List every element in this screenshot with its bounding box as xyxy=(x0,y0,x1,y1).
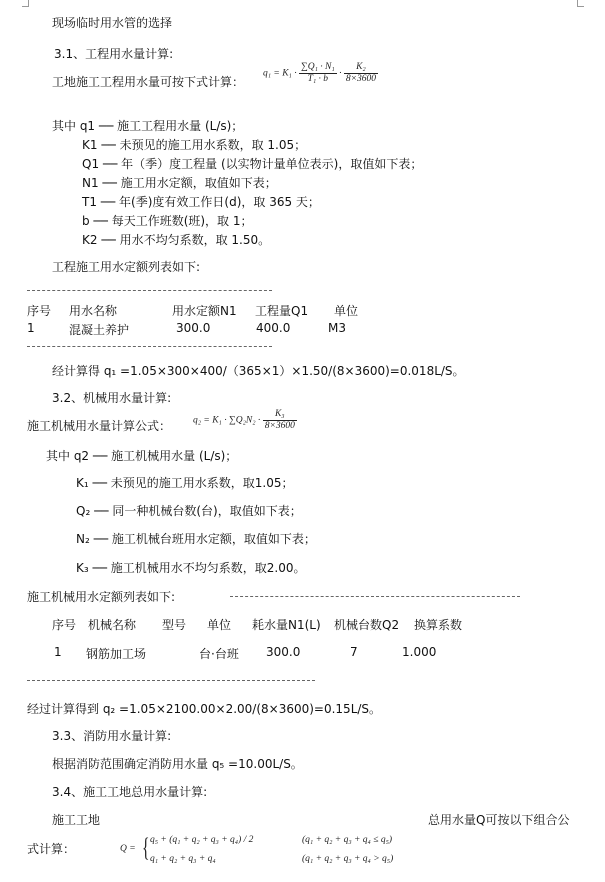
table1-top-rule xyxy=(27,290,272,291)
table2-header-factor: 换算系数 xyxy=(414,618,463,632)
table2-row1-unit: 台·台班 xyxy=(199,647,239,661)
table2-header-consumption: 耗水量N1(L) xyxy=(252,618,321,632)
where-k2: K2 ── 用水不均匀系数，取 1.50。 xyxy=(82,233,271,247)
section-3-2-intro: 施工机械用水量计算公式： xyxy=(27,419,172,433)
formula-q2-num: K₃ xyxy=(263,409,297,421)
table2-top-rule xyxy=(230,596,520,597)
formula-q1-lhs: q₁ = K₁ · xyxy=(263,68,297,79)
page-corner-mark-left xyxy=(22,0,29,7)
where-k1: K1 ── 未预见的施工用水系数，取 1.05； xyxy=(82,138,307,152)
table2-bottom-rule xyxy=(27,680,315,681)
formula-q2 xyxy=(193,409,297,432)
where-q1-quantity: Q1 ── 年（季）度工程量 (以实物计量单位表示)，取值如下表； xyxy=(82,157,423,171)
formula-q1-frac2 xyxy=(344,62,378,85)
formula-total-cond1: (q₁ + q₂ + q₃ + q₄ ≤ q₅) xyxy=(302,835,393,845)
where-k3: K₃ ── 施工机械用水不均匀系数，取2.00。 xyxy=(76,561,306,575)
section-3-4-cont: 式计算： xyxy=(27,842,76,856)
table1-header-quota: 用水定额N1 xyxy=(172,304,237,318)
formula-q1-num2: K₂ xyxy=(344,62,378,74)
section-3-1-result: 经计算得 q₁ =1.05×300×400/（365×1）×1.50/(8×3600)=0.018L/S。 xyxy=(52,364,465,378)
table1-caption: 工程施工用水定额列表如下: xyxy=(52,260,201,274)
table1-row1-no: 1 xyxy=(27,321,35,335)
table2-row1-no: 1 xyxy=(54,645,62,659)
where-q2-count: Q₂ ── 同一种机械台数(台)，取值如下表； xyxy=(76,504,302,518)
formula-q2-lhs: q₂ = K₁ · ∑Q₂N₂ · xyxy=(193,415,261,426)
table2-row1-name: 钢筋加工场 xyxy=(86,647,147,661)
formula-q1-mid: · xyxy=(339,68,342,79)
where-q2: 其中 q2 ── 施工机械用水量 (L/s)； xyxy=(46,449,238,463)
formula-q2-den: 8×3600 xyxy=(264,421,295,431)
formula-q2-frac xyxy=(263,409,297,432)
table1-header-qty: 工程量Q1 xyxy=(255,304,309,318)
section-3-4-right: 总用水量Q可按以下组合公 xyxy=(428,813,570,827)
formula-q1-den1: T₁ · b xyxy=(307,74,329,84)
table2-header-count: 机械台数Q2 xyxy=(334,618,400,632)
formula-q1-frac1 xyxy=(299,62,337,85)
section-3-3-heading: 3.3、消防用水量计算: xyxy=(52,729,172,743)
section-3-1-intro: 工地施工工程用水量可按下式计算： xyxy=(52,75,245,89)
formula-total-lhs: Q = xyxy=(120,844,136,854)
formula-total-cond2: (q₁ + q₂ + q₃ + q₄ > q₅) xyxy=(302,854,394,864)
table2-header-name: 机械名称 xyxy=(88,618,137,632)
where-b: b ── 每天工作班数(班)，取 1； xyxy=(82,214,253,228)
table1-row1-unit: M3 xyxy=(328,321,346,335)
formula-q1 xyxy=(263,62,378,85)
where-n2: N₂ ── 施工机械台班用水定额，取值如下表； xyxy=(76,532,316,546)
where-t1: T1 ── 年(季)度有效工作日(d)，取 365 天； xyxy=(82,195,320,209)
table2-row1-factor: 1.000 xyxy=(402,645,437,659)
section-3-2-result: 经过计算得到 q₂ =1.05×2100.00×2.00/(8×3600)=0.15L/S。 xyxy=(27,702,382,716)
where-n1: N1 ── 施工用水定额，取值如下表； xyxy=(82,176,277,190)
table2-header-no: 序号 xyxy=(52,618,77,632)
formula-total-brace: { xyxy=(142,833,150,862)
table1-bottom-rule xyxy=(27,346,272,347)
section-3-4-heading: 3.4、施工工地总用水量计算: xyxy=(52,785,208,799)
section-3-4-left: 施工工地 xyxy=(52,813,101,827)
where-q1: 其中 q1 ── 施工工程用水量 (L/s)； xyxy=(52,119,244,133)
formula-total-case2: q₁ + q₂ + q₃ + q₄ xyxy=(150,854,216,864)
table2-row1-consumption: 300.0 xyxy=(266,645,301,659)
formula-total xyxy=(120,832,430,872)
table2-header-unit: 单位 xyxy=(207,618,232,632)
table1-row1-quota: 300.0 xyxy=(176,321,211,335)
table2-row1-count: 7 xyxy=(350,645,358,659)
section-3-2-heading: 3.2、机械用水量计算: xyxy=(52,391,172,405)
table1-header-name: 用水名称 xyxy=(69,304,118,318)
formula-q1-den2: 8×3600 xyxy=(345,74,376,84)
table1-header-unit: 单位 xyxy=(334,304,359,318)
table1-header-no: 序号 xyxy=(27,304,52,318)
formula-total-case1: q₅ + (q₁ + q₂ + q₃ + q₄) / 2 xyxy=(150,835,254,845)
section-3-3-text: 根据消防范围确定消防用水量 q₅ =10.00L/S。 xyxy=(52,757,303,771)
table1-row1-name: 混凝土养护 xyxy=(69,323,130,337)
section-3-1-heading: 3.1、工程用水量计算: xyxy=(54,47,174,61)
page-corner-mark-right xyxy=(577,0,584,7)
table2-header-model: 型号 xyxy=(162,618,187,632)
table2-caption: 施工机械用水定额列表如下: xyxy=(27,590,176,604)
doc-title: 现场临时用水管的选择 xyxy=(52,16,173,30)
formula-q1-num1: ∑Q₁ · N₁ xyxy=(300,62,335,72)
where-k1-machine: K₁ ── 未预见的施工用水系数，取1.05； xyxy=(76,476,294,490)
table1-row1-qty: 400.0 xyxy=(256,321,291,335)
